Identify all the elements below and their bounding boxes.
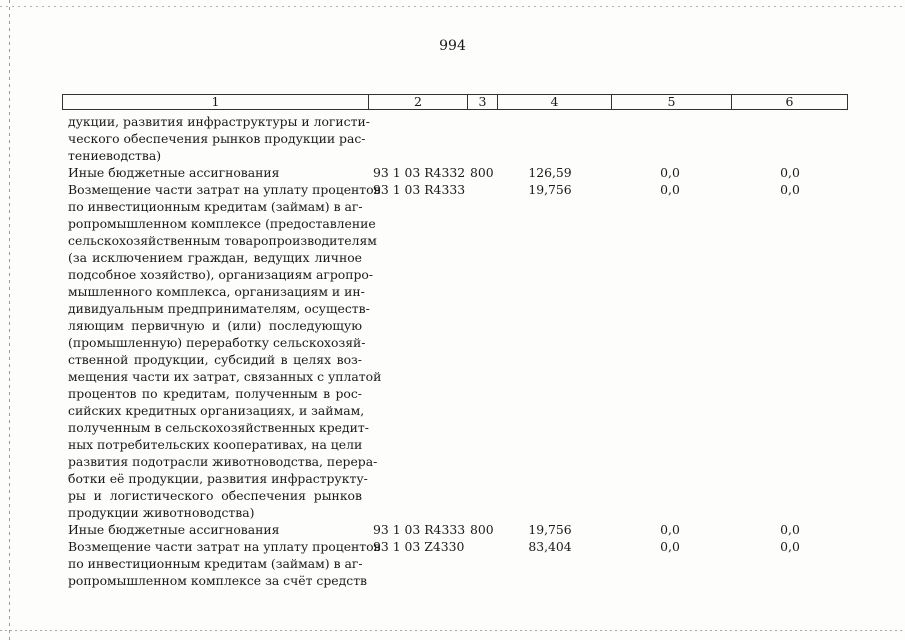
- row-name-line: дивидуальным предпринимателям, осуществ-: [68, 301, 370, 316]
- row-name-line: ропромышленном комплексе за счёт средств: [68, 573, 368, 588]
- row-name-line: Возмещение части затрат на уплату процентов: [68, 182, 381, 197]
- row-value-col-6: 0,0: [780, 182, 800, 197]
- scan-edge-top: [0, 6, 905, 7]
- header-col-3: 3: [468, 95, 498, 109]
- row-amount: 126,59: [528, 165, 572, 180]
- row-name-line: мышленного комплекса, организациям и ин-: [68, 284, 365, 299]
- row-code: 93 1 03 Z4330: [373, 539, 465, 554]
- row-name-line: тениеводства): [68, 148, 162, 163]
- row-name-line: ропромышленном комплексе (предоставление: [68, 216, 376, 231]
- row-name: [68, 521, 362, 538]
- page-number: 994: [439, 38, 466, 54]
- row-value-col-5: 0,0: [660, 539, 680, 554]
- row-expense-type: 800: [470, 522, 494, 537]
- row-amount: 19,756: [528, 522, 572, 537]
- row-name-line: ляющим первичную и (или) последующую: [68, 318, 362, 333]
- row-name-line: процентов по кредитам, полученным в рос-: [68, 386, 362, 401]
- row-name-line: по инвестиционным кредитам (займам) в аг-: [68, 556, 363, 571]
- row-value-col-5: 0,0: [660, 182, 680, 197]
- row-value-col-6: 0,0: [780, 165, 800, 180]
- scan-edge-bottom: [0, 630, 905, 631]
- row-name: [68, 164, 362, 181]
- row-value-col-6: 0,0: [780, 539, 800, 554]
- row-name-line: подсобное хозяйство), организациям агропро-: [68, 267, 374, 282]
- header-col-4: 4: [498, 95, 612, 109]
- row-name-line: Иные бюджетные ассигнования: [68, 522, 280, 537]
- row-name-line: ственной продукции, субсидий в целях воз-: [68, 352, 362, 367]
- row-name-line: продукции животноводства): [68, 505, 255, 520]
- row-name-line: (промышленную) переработку сельскохозяй-: [68, 335, 366, 350]
- row-name-line: (за исключением граждан, ведущих личное: [68, 250, 362, 265]
- row-name-line: ботки её продукции, развития инфраструкту-: [68, 471, 368, 486]
- row-name-line: мещения части их затрат, связанных с уплатой: [68, 369, 382, 384]
- header-col-1: 1: [63, 95, 369, 109]
- row-code: 93 1 03 R4333: [373, 522, 466, 537]
- row-name-line: ческого обеспечения рынков продукции рас-: [68, 131, 366, 146]
- row-name-line: сельскохозяйственным товаропроизводителям: [68, 233, 377, 248]
- row-name: [68, 538, 381, 589]
- header-col-6: 6: [785, 94, 794, 109]
- row-value-col-5: 0,0: [660, 165, 680, 180]
- header-col-5: 5: [612, 95, 732, 109]
- row-name-line: Возмещение части затрат на уплату процентов: [68, 539, 381, 554]
- scan-edge-left: [9, 0, 10, 640]
- row-name-line: ры и логистического обеспечения рынков: [68, 488, 362, 503]
- row-name-line: ных потребительских кооперативах, на цели: [68, 437, 363, 452]
- row-value-col-5: 0,0: [660, 522, 680, 537]
- row-name: [68, 181, 382, 521]
- row-name-line: по инвестиционным кредитам (займам) в аг-: [68, 199, 363, 214]
- row-expense-type: 800: [470, 165, 494, 180]
- row-name-line: Иные бюджетные ассигнования: [68, 165, 280, 180]
- table-header: [62, 94, 848, 110]
- row-code: 93 1 03 R4332: [373, 165, 466, 180]
- row-name: [68, 113, 370, 164]
- row-amount: 19,756: [528, 182, 572, 197]
- row-name-line: развития подотрасли животноводства, перера-: [68, 454, 378, 469]
- row-name-line: дукции, развития инфраструктуры и логисти-: [68, 114, 370, 129]
- row-amount: 83,404: [528, 539, 572, 554]
- row-value-col-6: 0,0: [780, 522, 800, 537]
- row-name-line: полученным в сельскохозяйственных кредит-: [68, 420, 369, 435]
- row-code: 93 1 03 R4333: [373, 182, 466, 197]
- row-name-line: сийских кредитных организациях, и займам,: [68, 403, 365, 418]
- header-col-2: 2: [369, 95, 468, 109]
